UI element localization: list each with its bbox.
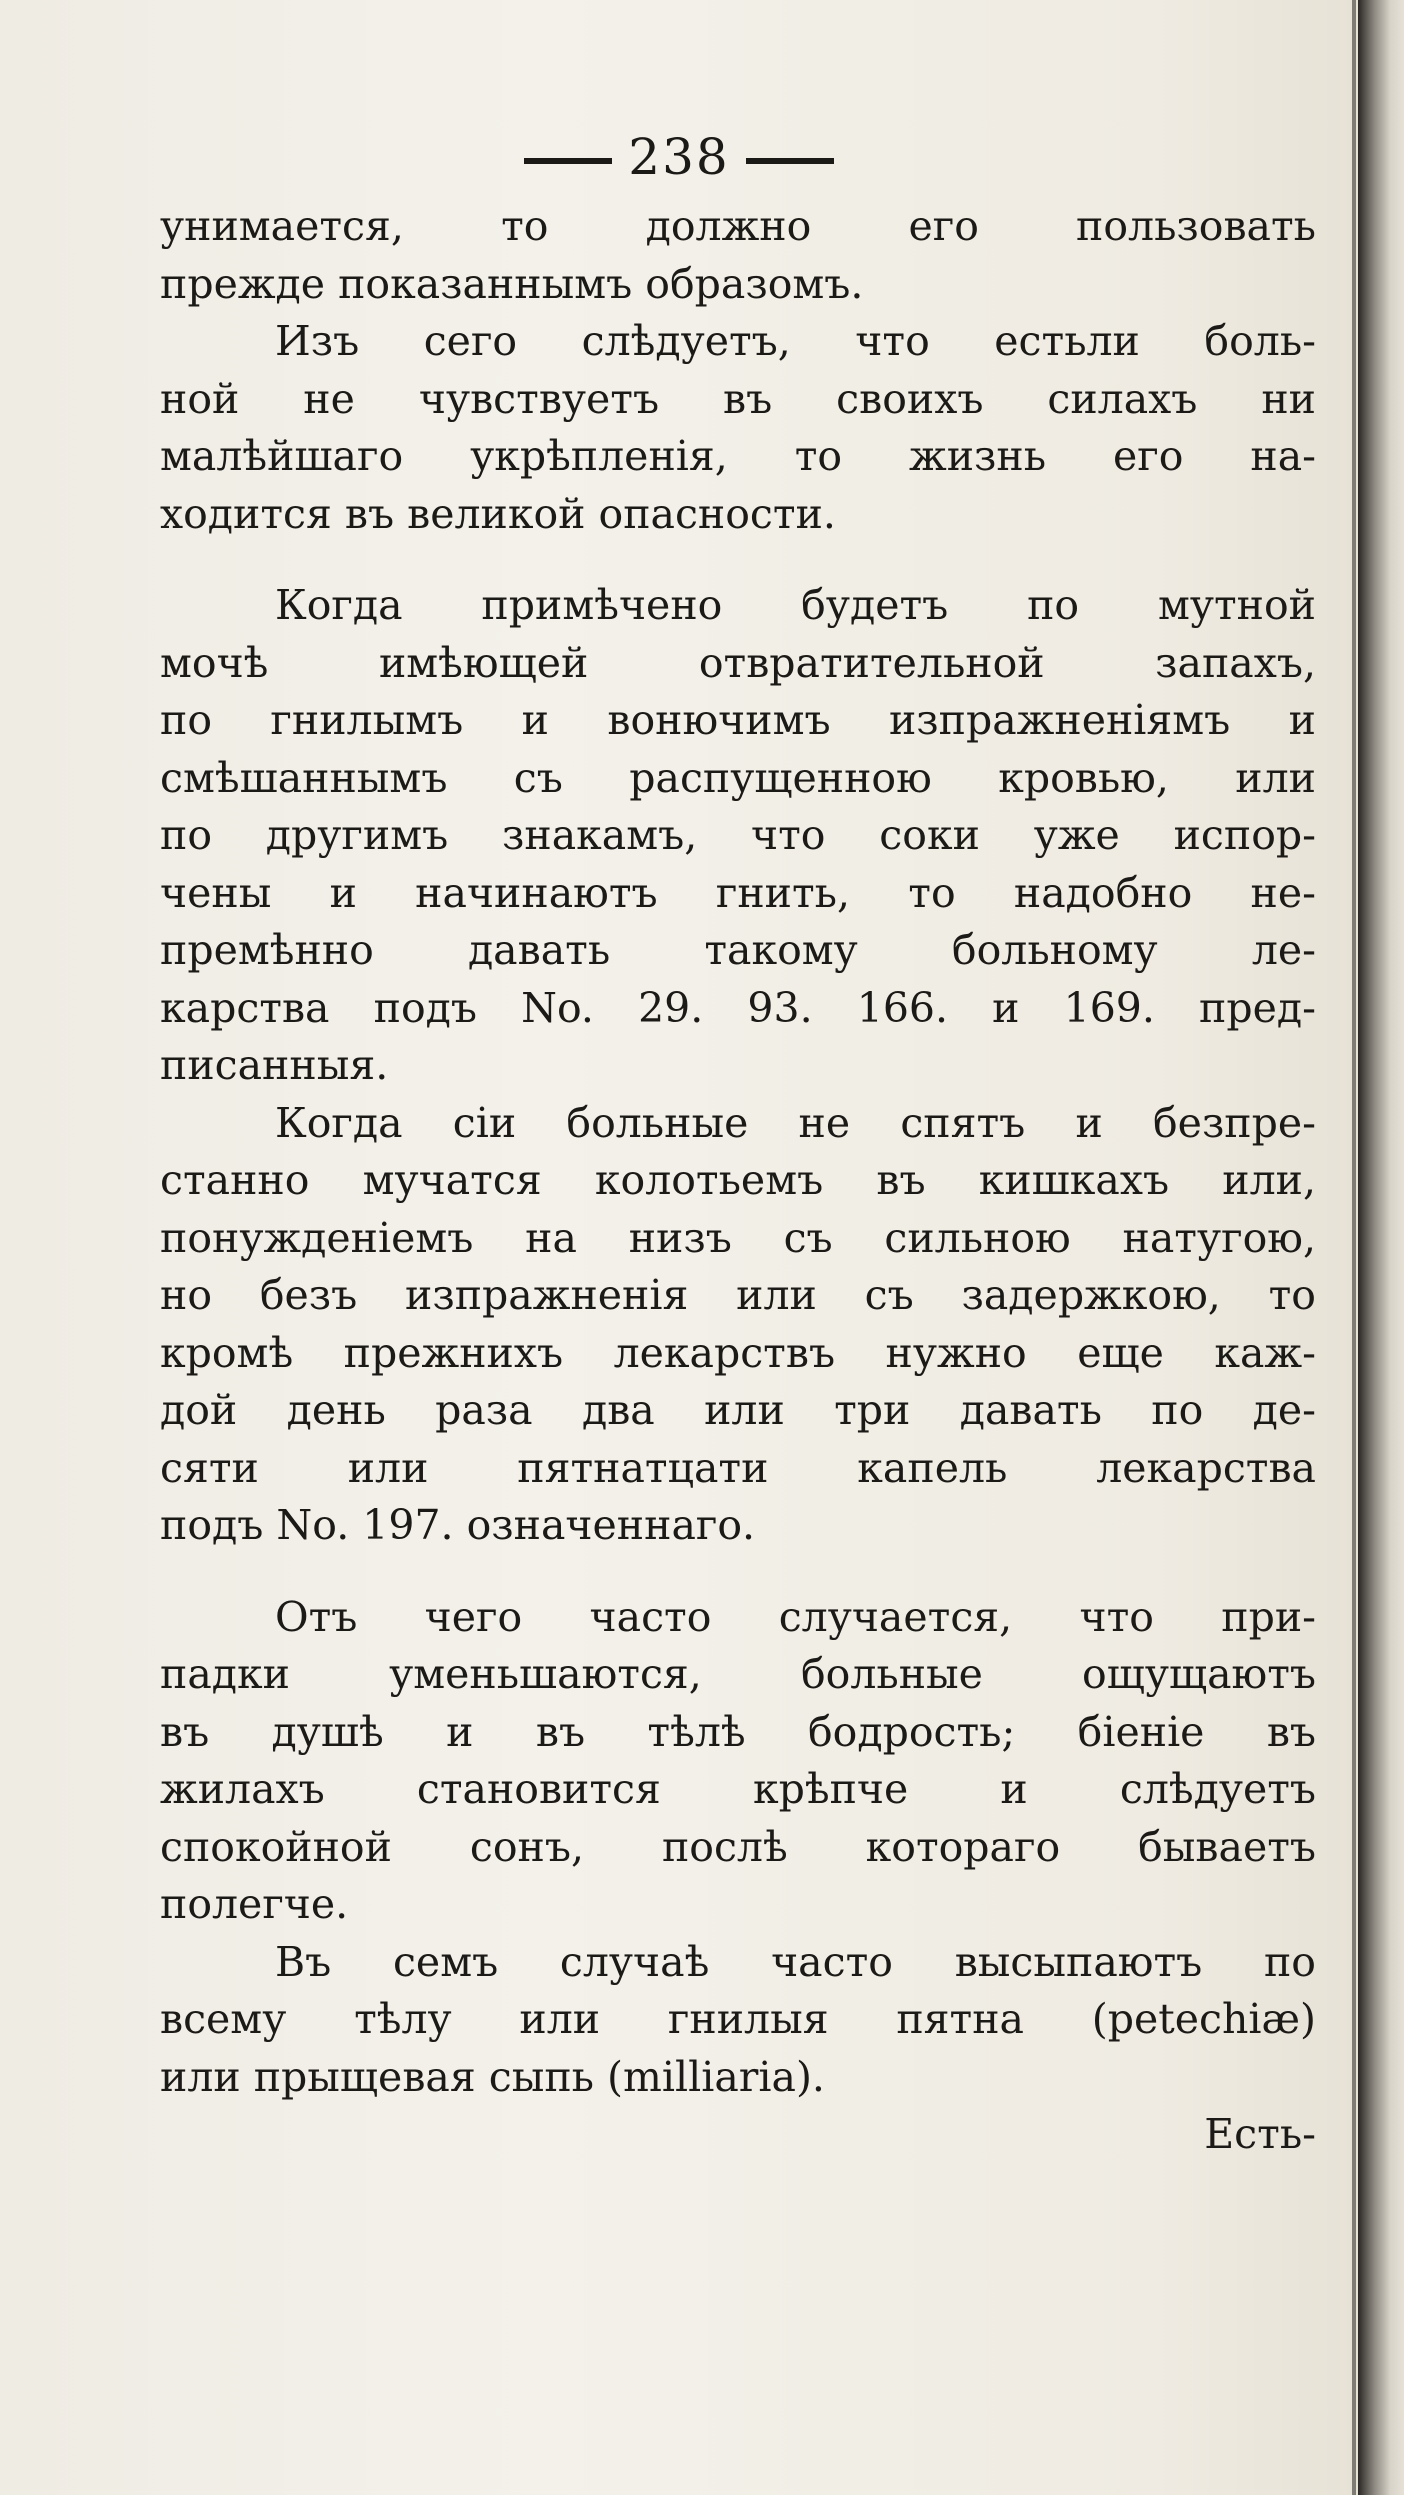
text-line: ходится въ великой опасности. bbox=[160, 489, 836, 538]
text-line: по гнилымъ и вонючимъ изпражненіямъ и bbox=[160, 696, 1316, 744]
text-line: Когда сіи больные не спятъ и безпре- bbox=[275, 1098, 1316, 1147]
text-line: кромѣ прежнихъ лекарствъ нужно еще каж- bbox=[160, 1328, 1316, 1377]
text-line: Въ семъ случаѣ часто высыпаютъ по bbox=[275, 1937, 1316, 1986]
text-line: прежде показаннымъ образомъ. bbox=[160, 259, 864, 308]
page-header bbox=[0, 128, 1358, 186]
text-line: смѣшаннымъ съ распущенною кровью, или bbox=[160, 753, 1316, 802]
header-dash-left bbox=[524, 158, 612, 164]
text-line: падки уменьшаются, больные ощущаютъ bbox=[160, 1650, 1316, 1698]
text-line: чены и начинаютъ гнить, то надобно не- bbox=[160, 868, 1316, 917]
text-line: писанныя. bbox=[160, 1041, 389, 1089]
text-line: спокойной сонъ, послѣ котораго бываетъ bbox=[160, 1822, 1316, 1871]
page-gutter-line bbox=[1352, 0, 1356, 2495]
text-line: карства подъ No. 29. 93. 166. и 169. пред- bbox=[160, 983, 1316, 1032]
text-line: ной не чувствуетъ въ своихъ силахъ ни bbox=[160, 374, 1316, 423]
text-line: всему тѣлу или гнилыя пятна (petechiæ) bbox=[160, 1995, 1316, 2043]
text-line: понужденіемъ на низъ съ сильною натугою, bbox=[160, 1213, 1316, 1262]
text-line: сяти или пятнатцати капель лекарства bbox=[160, 1443, 1316, 1492]
text-line: Когда примѣчено будетъ по мутной bbox=[275, 581, 1316, 629]
text-line: жилахъ становится крѣпче и слѣдуетъ bbox=[160, 1765, 1316, 1813]
text-line: или прыщевая сыпь (milliaria). bbox=[160, 2052, 825, 2101]
text-line: полегче. bbox=[160, 1880, 349, 1928]
catchword: Есть- bbox=[1204, 2110, 1316, 2158]
text-line: но безъ изпражненія или съ задержкою, то bbox=[160, 1271, 1316, 1319]
book-edge bbox=[1358, 0, 1404, 2495]
text-line: премѣнно давать такому больному ле- bbox=[160, 926, 1316, 974]
text-line: мочѣ имѣющей отвратительной запахъ, bbox=[160, 638, 1316, 687]
page-body bbox=[160, 198, 1316, 2164]
text-line: малѣйшаго укрѣпленія, то жизнь его на- bbox=[160, 432, 1316, 480]
text-line: по другимъ знакамъ, что соки уже испор- bbox=[160, 811, 1316, 859]
text-line: Отъ чего часто случается, что при- bbox=[275, 1592, 1316, 1641]
text-line: унимается, то должно его пользовать bbox=[160, 202, 1316, 250]
page-number: 238 bbox=[628, 128, 730, 186]
text-line: подъ No. 197. означеннаго. bbox=[160, 1501, 756, 1549]
text-line: въ душѣ и въ тѣлѣ бодрость; біеніе въ bbox=[160, 1707, 1316, 1756]
text-line: Изъ сего слѣдуетъ, что естьли боль- bbox=[275, 317, 1316, 365]
header-dash-right bbox=[746, 158, 834, 164]
text-line: дой день раза два или три давать по де- bbox=[160, 1386, 1316, 1434]
text-line: станно мучатся колотьемъ въ кишкахъ или, bbox=[160, 1156, 1316, 1204]
